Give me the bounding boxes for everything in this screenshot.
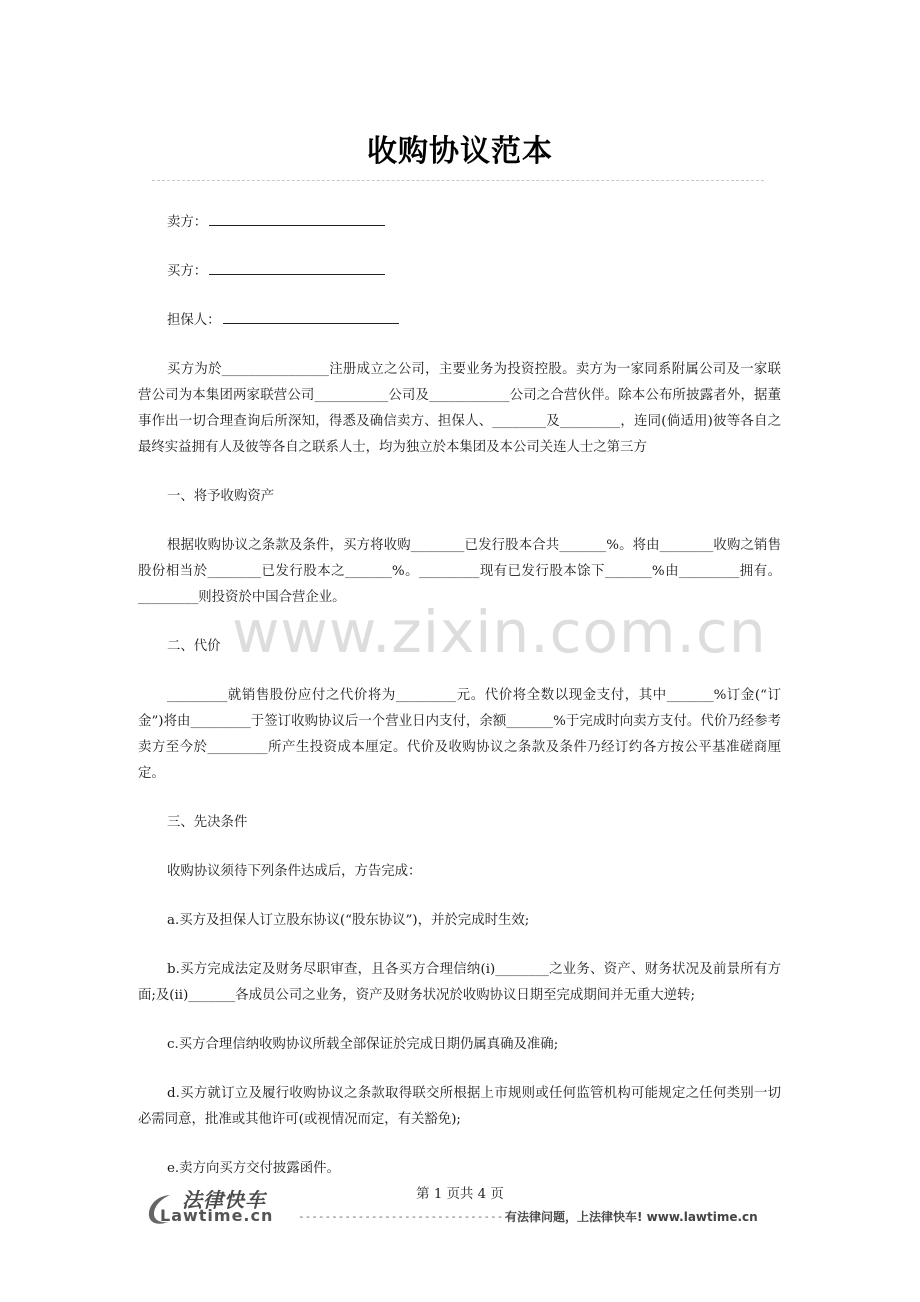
section-heading-conditions: 三、先决条件 xyxy=(167,815,248,830)
seller-blank-line xyxy=(209,210,385,226)
condition-item: a.买方及担保人订立股东协议(“股东协议”)，并於完成时生效; xyxy=(167,913,530,928)
watermark: www.zixin.com.cn xyxy=(232,598,767,666)
guarantor-label: 担保人： xyxy=(167,313,221,328)
consideration-paragraph: _________就销售股份应付之代价将为_________元。代价将全数以现金支付，其中_______%订金(“订金”)将由_________于签订收购协议后一个营业日内支付，余额_______%于完成时向卖方支付。代价乃经参考卖方至今於_________所产生投资成本厘定。代价及收购协议之条款及条件乃经订约各方按公平基准磋商厘定。 xyxy=(138,688,781,781)
seller-field xyxy=(167,210,781,236)
logo-chinese-text: 法律快车 xyxy=(182,1188,266,1212)
section-heading-assets: 一、将予收购资产 xyxy=(167,489,275,504)
guarantor-blank-line xyxy=(223,308,399,324)
seller-label: 卖方： xyxy=(167,215,208,230)
footer-slogan[interactable]: 有法律问题，上法律快车! www.lawtime.cn xyxy=(505,1210,758,1224)
buyer-field xyxy=(167,259,781,285)
condition-item: e.卖方向买方交付披露函件。 xyxy=(167,1161,340,1176)
guarantor-field xyxy=(167,308,781,334)
section-heading-consideration: 二、代价 xyxy=(167,639,221,654)
footer-divider: ----------------------------------- xyxy=(298,1210,530,1223)
assets-paragraph: 根据收购协议之条款及条件，买方将收购________已发行股本合共_______%。将由________收购之销售股份相当於________已发行股本之_______%。_________现有已发行股本馀下_______%由_________拥有。_________则投资於中国合营企业。 xyxy=(138,538,781,605)
intro-paragraph: 买方为於________________注册成立之公司，主要业务为投资控股。卖方为一家同系附属公司及一家联营公司为本集团两家联营公司___________公司及____________公司之合营伙伴。除本公布所披露者外，据董事作出一切合理查询后所深知，得悉及确信卖方、担保人、________及_________，连同(倘适用)彼等各自之最终实益拥有人及彼等各自之联系人士，均为独立於本集团及本公司关连人士之第三方 xyxy=(138,362,781,455)
page-number: 第 1 页共 4 页 xyxy=(416,1187,504,1202)
document-title: 收购协议范本 xyxy=(367,134,553,169)
logo-english-text: Lawtime.cn xyxy=(160,1206,274,1225)
buyer-blank-line xyxy=(209,259,385,275)
lawtime-logo[interactable] xyxy=(146,1186,296,1228)
document-body xyxy=(138,210,781,1205)
condition-item: c.买方合理信纳收购协议所载全部保证於完成日期仍属真确及准确; xyxy=(167,1037,559,1052)
buyer-label: 买方： xyxy=(167,264,208,279)
condition-item: b.买方完成法定及财务尽职审查，且各买方合理信纳(i)________之业务、资产、财务状况及前景所有方面;及(ii)_______各成员公司之业务，资产及财务状况於收购协议日期至完成期间并无重大逆转; xyxy=(138,962,781,1003)
conditions-intro: 收购协议须待下列条件达成后，方告完成： xyxy=(167,864,422,879)
title-divider xyxy=(152,180,764,181)
condition-item: d.买方就订立及履行收购协议之条款取得联交所根据上市规则或任何监管机构可能规定之任何类别一切必需同意，批准或其他许可(或视情况而定，有关豁免); xyxy=(138,1086,781,1127)
